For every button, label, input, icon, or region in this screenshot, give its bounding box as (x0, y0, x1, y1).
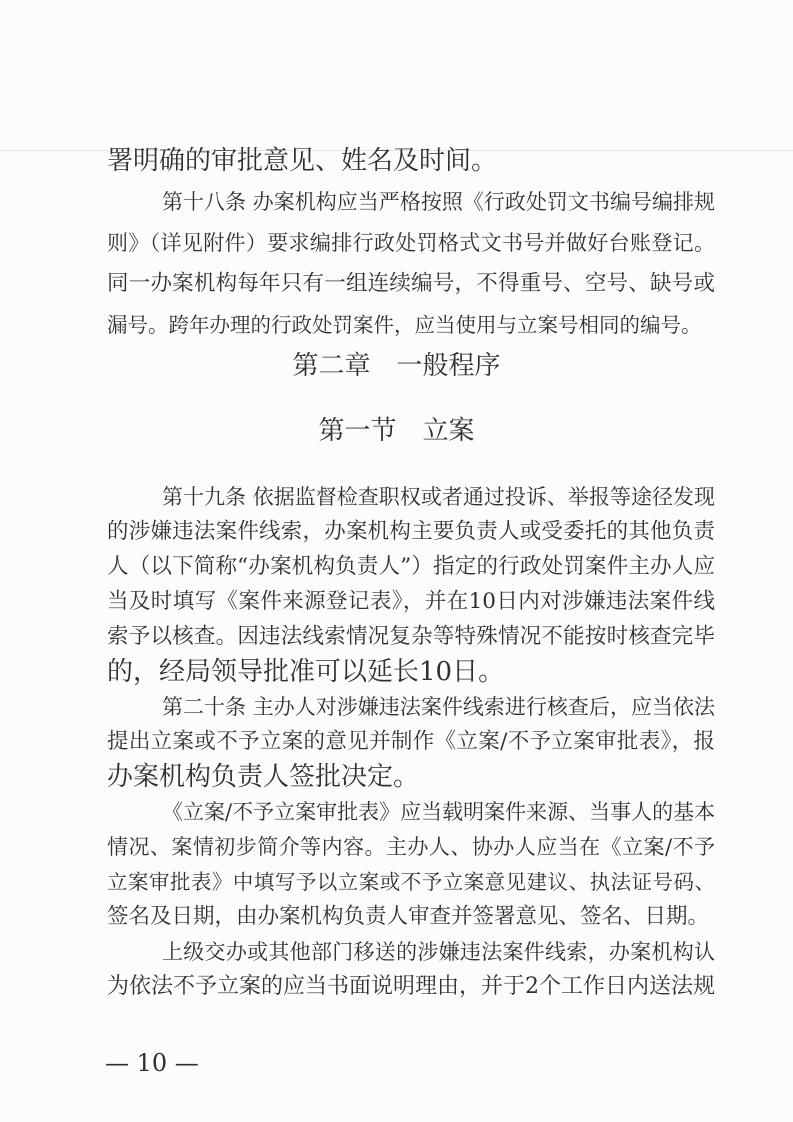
text-line: 办案机构负责人签批决定。 (107, 762, 420, 792)
text-line: 第十九条 依据监督检查职权或者通过投诉、举报等途径发现 (162, 485, 715, 509)
text-line: 索予以核查。因违法线索情况复杂等特殊情况不能按时核查完毕 (107, 624, 715, 649)
page-number: — 10 — (105, 1049, 199, 1077)
text-line: 的，经局领导批准可以延长10日。 (107, 657, 505, 687)
text-line: 人（以下简称“办案机构负责人”）指定的行政处罚案件主办人应 (107, 554, 715, 579)
chapter-title: 第二章 一般程序 (292, 351, 501, 381)
text-line: 第十八条 办案机构应当严格按照《行政处罚文书编号编排规 (162, 190, 715, 214)
text-line: 提出立案或不予立案的意见并制作《立案/不予立案审批表》，报 (107, 729, 715, 754)
text-line: 为依法不予立案的应当书面说明理由，并于2个工作日内送法规 (107, 974, 715, 999)
text-line: 立案审批表》中填写予以立案或不予立案意见建议、执法证号码、 (107, 870, 715, 894)
text-line: 漏号。跨年办理的行政处罚案件，应当使用与立案号相同的编号。 (107, 313, 702, 337)
text-line: 上级交办或其他部门移送的涉嫌违法案件线索，办案机构认 (162, 940, 715, 964)
text-line: 同一办案机构每年只有一组连续编号，不得重号、空号、缺号或 (107, 271, 715, 296)
text-line: 当及时填写《案件来源登记表》，并在10日内对涉嫌违法案件线 (107, 589, 715, 614)
section-title: 第一节 立案 (318, 416, 475, 446)
text-line: 署明确的审批意见、姓名及时间。 (107, 146, 498, 176)
text-line: 则》（详见附件）要求编排行政处罚格式文书号并做好台账登记。 (107, 231, 715, 255)
text-line: 的涉嫌违法案件线索，办案机构主要负责人或受委托的其他负责 (107, 519, 715, 544)
text-line: 签名及日期，由办案机构负责人审查并签署意见、签名、日期。 (107, 904, 710, 929)
text-line: 《立案/不予立案审批表》应当载明案件来源、当事人的基本 (162, 800, 716, 824)
text-line: 第二十条 主办人对涉嫌违法案件线索进行核查后，应当依法 (162, 695, 715, 719)
text-line: 情况、案情初步简介等内容。主办人、协办人应当在《立案/不予 (107, 835, 715, 859)
